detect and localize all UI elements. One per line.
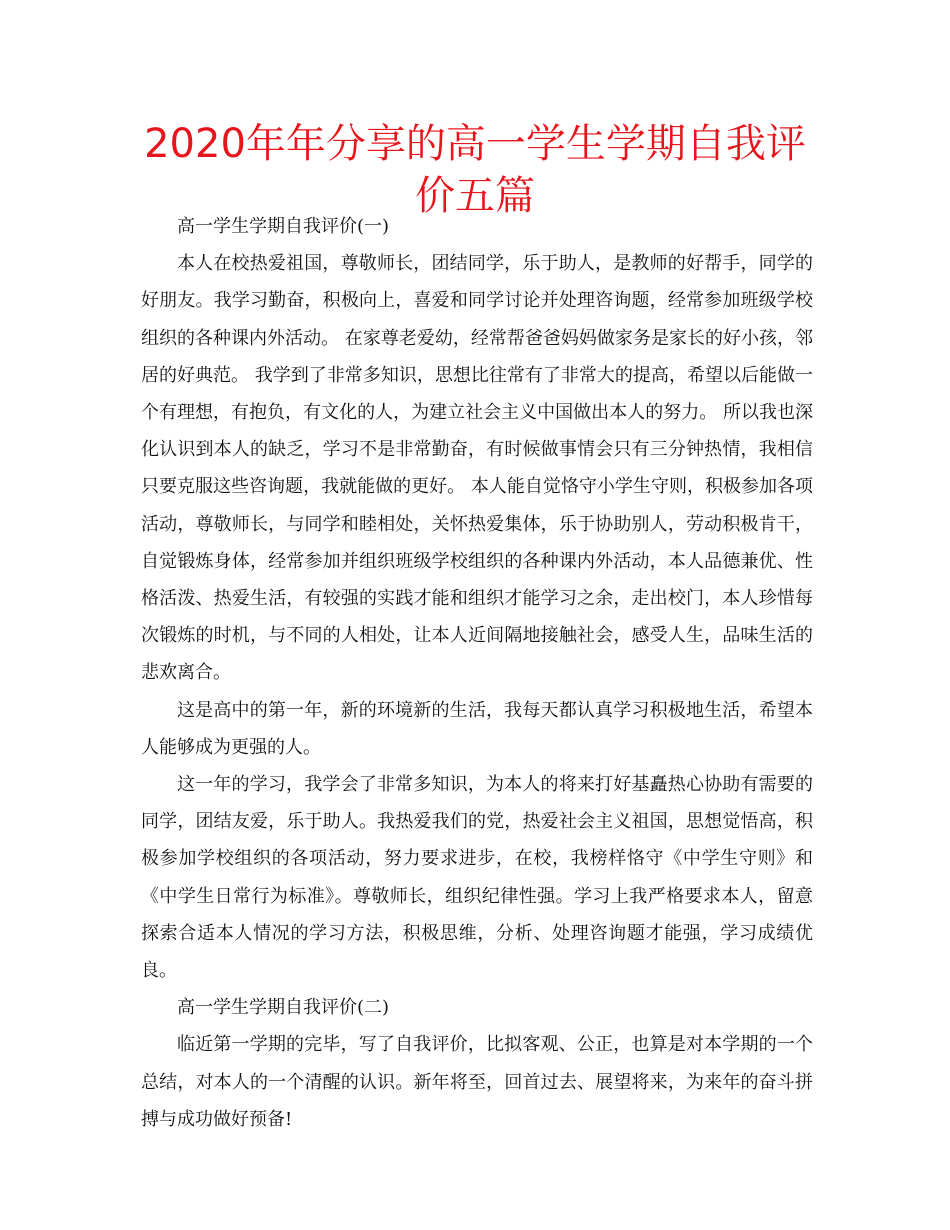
paragraph-1: 本人在校热爱祖国，尊敬师长，团结同学，乐于助人，是教师的好帮手，同学的好朋友。我学习勤奋，积极向上，喜爱和同学讨论并处理咨询题，经常参加班级学校组织的各种课内外活动。 在家尊老爱幼，经常帮爸爸妈妈做家务是家长的好小孩，邻居的好典范。 我学到了非常多知识，思想比往常有了非常大的提高，希望以后能做一个有理想，有抱负，有文化的人，为建立社会主义中国做出本人的努力。 所以我也深化认识到本人的缺乏，学习不是非常勤奋，有时候做事情会只有三分钟热情，我相信只要克服这些咨询题，我就能做的更好。 本人能自觉恪守小学生守则，积极参加各项活动，尊敬师长，与同学和睦相处，关怀热爱集体，乐于协助别人，劳动积极肯干，自觉锻炼身体，经常参加并组织班级学校组织的各种课内外活动，本人品德兼优、性格活泼、热爱生活，有较强的实践才能和组织才能学习之余，走出校门，本人珍惜每次锻炼的时机，与不同的人相处，让本人近间隔地接触社会，感受人生，品味生活的悲欢离合。 bbox=[141, 253, 813, 684]
section-heading-2: 高一学生学期自我评价(二) bbox=[177, 997, 390, 1019]
document-title: 2020年年分享的高一学生学期自我评价五篇 bbox=[144, 121, 806, 219]
document-body bbox=[141, 208, 813, 1138]
section-heading-1: 高一学生学期自我评价(一) bbox=[177, 216, 390, 237]
paragraph-4: 临近第一学期的完毕，写了自我评价，比拟客观、公正，也算是对本学期的一个总结，对本人的一个清醒的认识。新年将至，回首过去、展望将来，为来年的奋斗拼搏与成功做好预备! bbox=[141, 1034, 813, 1130]
paragraph-2: 这是高中的第一年，新的环境新的生活，我每天都认真学习积极地生活，希望本人能够成为更强的人。 bbox=[141, 699, 813, 758]
paragraph-3: 这一年的学习，我学会了非常多知识，为本人的将来打好基矗热心协助有需要的同学，团结友爱，乐于助人。我热爱我们的党，热爱社会主义祖国，思想觉悟高，积极参加学校组织的各项活动，努力要求进步，在校，我榜样恪守《中学生守则》和《中学生日常行为标准》。尊敬师长，组织纪律性强。学习上我严格要求本人，留意探索合适本人情况的学习方法，积极思维，分析、处理咨询题才能强，学习成绩优良。 bbox=[141, 774, 813, 982]
